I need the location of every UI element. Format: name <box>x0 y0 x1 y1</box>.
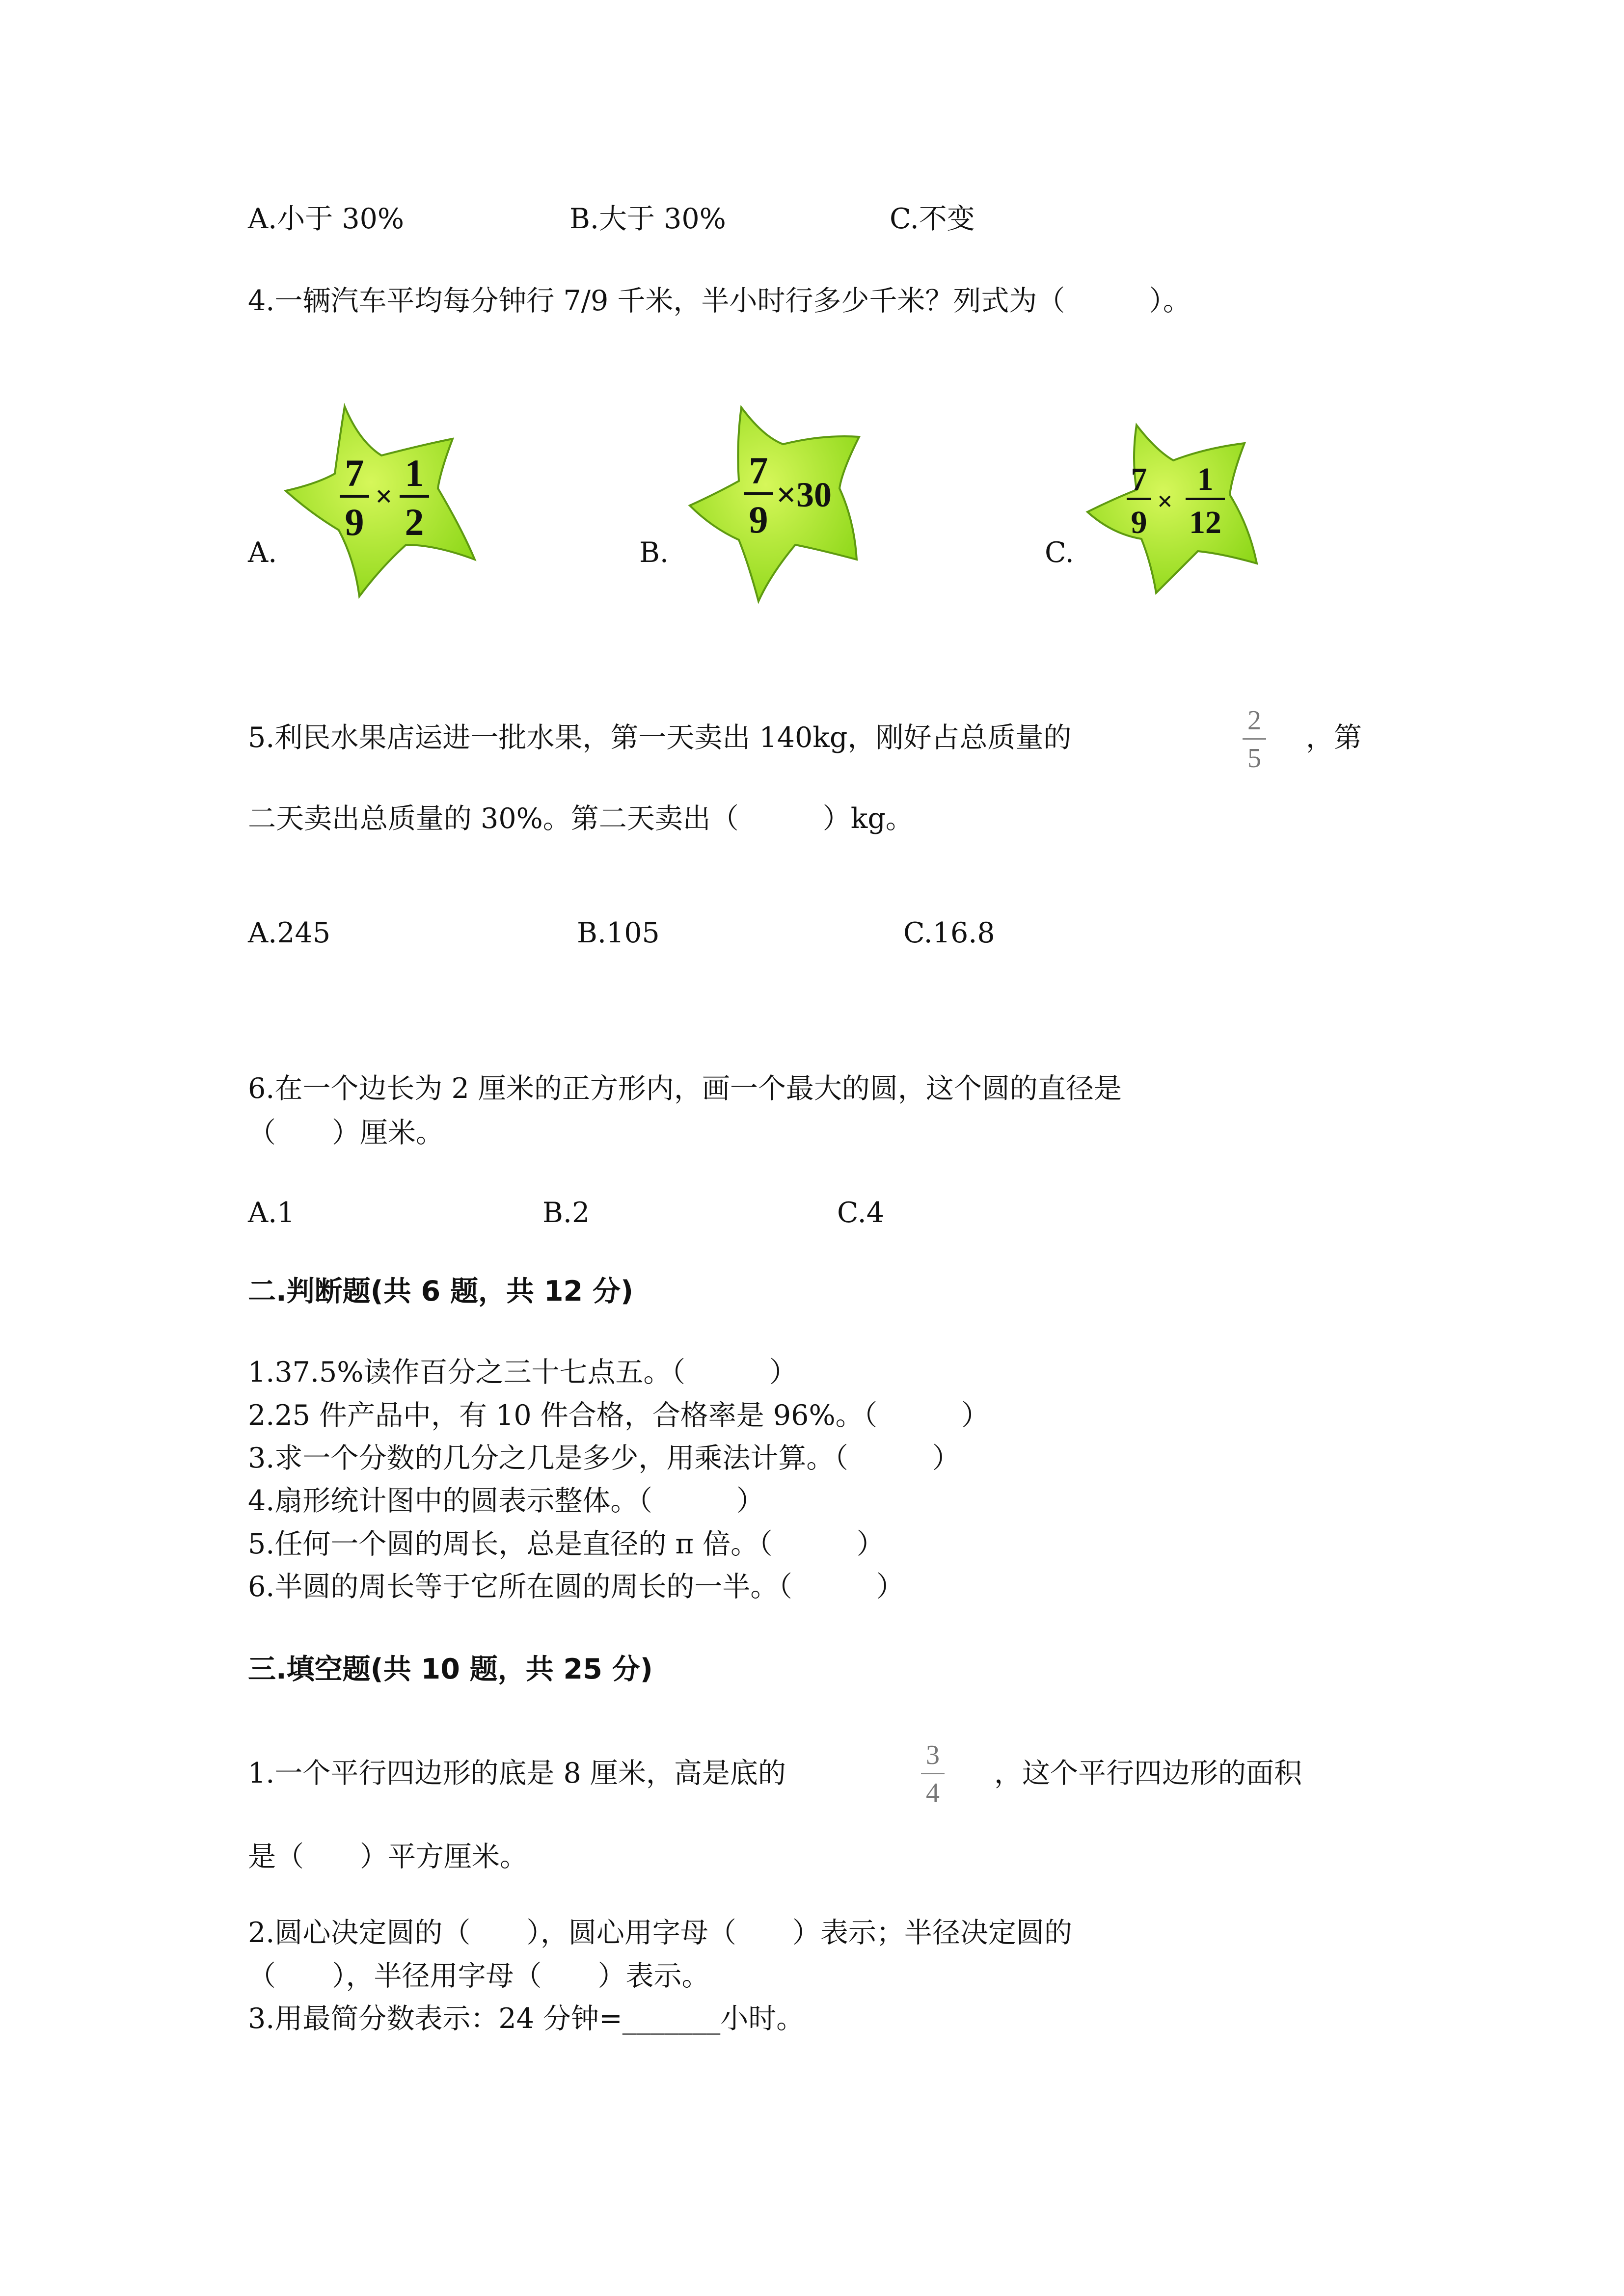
star-a-num2: 1 <box>405 452 424 494</box>
fill-q3: 3.用最简分数表示：24 分钟=_______小时。 <box>248 2002 805 2035</box>
q4-text: 4.一辆汽车平均每分钟行 7/9 千米，半小时行多少千米？列式为（ ）。 <box>248 285 1191 317</box>
q5-fraction <box>1240 707 1269 772</box>
tf-item-2: 2.25 件产品中，有 10 件合格，合格率是 96%。（ ） <box>248 1399 990 1432</box>
q5-line2: 二天卖出总质量的 30%。第二天卖出（ ）kg。 <box>248 802 914 835</box>
fill-q2-line1: 2.圆心决定圆的（ ），圆心用字母（ ）表示；半径决定圆的 <box>248 1917 1072 1949</box>
q6-option-b: B.2 <box>542 1197 590 1229</box>
section3-heading: 三.填空题(共 10 题，共 25 分) <box>248 1653 653 1685</box>
q5-option-b: B.105 <box>577 917 660 949</box>
fraction-numerator: 2 <box>1247 705 1261 736</box>
section2-heading: 二.判断题(共 6 题，共 12 分) <box>248 1275 634 1308</box>
q6-option-c: C.4 <box>837 1197 884 1229</box>
star-option-b <box>685 402 871 604</box>
q5-line1: 5.利民水果店运进一批水果，第一天卖出 140kg，刚好占总质量的 <box>248 721 1072 754</box>
star-c-num2: 1 <box>1197 461 1214 497</box>
tf-item-5: 5.任何一个圆的周长，总是直径的 π 倍。（ ） <box>248 1528 885 1560</box>
q5-option-a: A.245 <box>248 917 331 949</box>
q6-line2: （ ）厘米。 <box>248 1117 444 1149</box>
q5-option-c: C.16.8 <box>903 917 995 949</box>
fill-q2-line2: （ ），半径用字母（ ）表示。 <box>248 1960 710 1992</box>
fraction-denominator: 4 <box>926 1778 940 1808</box>
star-c-op: × <box>1157 486 1173 517</box>
star-c-den2: 12 <box>1189 505 1221 540</box>
star-a-op: × <box>375 480 393 513</box>
star-b-num1: 7 <box>749 449 768 492</box>
tf-item-6: 6.半圆的周长等于它所在圆的周长的一半。（ ） <box>248 1571 904 1603</box>
star-b-den1: 9 <box>749 498 768 541</box>
q3-option-c: C.不变 <box>890 203 975 235</box>
q6-line1: 6.在一个边长为 2 厘米的正方形内，画一个最大的圆，这个圆的直径是 <box>248 1072 1122 1105</box>
star-option-c <box>1083 421 1264 598</box>
fill-q1-line1-end: ，这个平行四边形的面积 <box>994 1757 1302 1789</box>
fill-q1-fraction <box>918 1741 947 1807</box>
fraction-numerator: 3 <box>926 1740 940 1770</box>
star-c-num1: 7 <box>1131 461 1147 497</box>
tf-item-1: 1.37.5%读作百分之三十七点五。（ ） <box>248 1356 797 1388</box>
tf-item-3: 3.求一个分数的几分之几是多少，用乘法计算。（ ） <box>248 1442 960 1474</box>
fraction-bar <box>921 1773 945 1774</box>
fill-q1-line2: 是（ ）平方厘米。 <box>248 1841 528 1873</box>
fraction-bar <box>1243 738 1266 740</box>
fraction-denominator: 5 <box>1247 743 1261 774</box>
tf-item-4: 4.扇形统计图中的圆表示整体。（ ） <box>248 1485 764 1517</box>
star-option-a <box>281 398 487 604</box>
q3-option-b: B.大于 30% <box>569 203 726 235</box>
q6-option-a: A.1 <box>248 1197 295 1229</box>
star-a-den1: 9 <box>345 501 364 543</box>
q3-option-a: A.小于 30% <box>248 203 405 235</box>
star-c-den1: 9 <box>1131 505 1147 540</box>
q4-option-b-label: B. <box>639 536 669 569</box>
star-a-num1: 7 <box>345 452 364 494</box>
star-b-op: ×30 <box>776 475 832 514</box>
star-shape <box>690 407 859 601</box>
star-a-den2: 2 <box>405 501 424 543</box>
q4-option-c-label: C. <box>1045 536 1074 569</box>
q4-option-a-label: A. <box>248 536 277 569</box>
q5-line1-end: ，第 <box>1306 721 1362 754</box>
fill-q1-line1: 1.一个平行四边形的底是 8 厘米，高是底的 <box>248 1757 786 1789</box>
